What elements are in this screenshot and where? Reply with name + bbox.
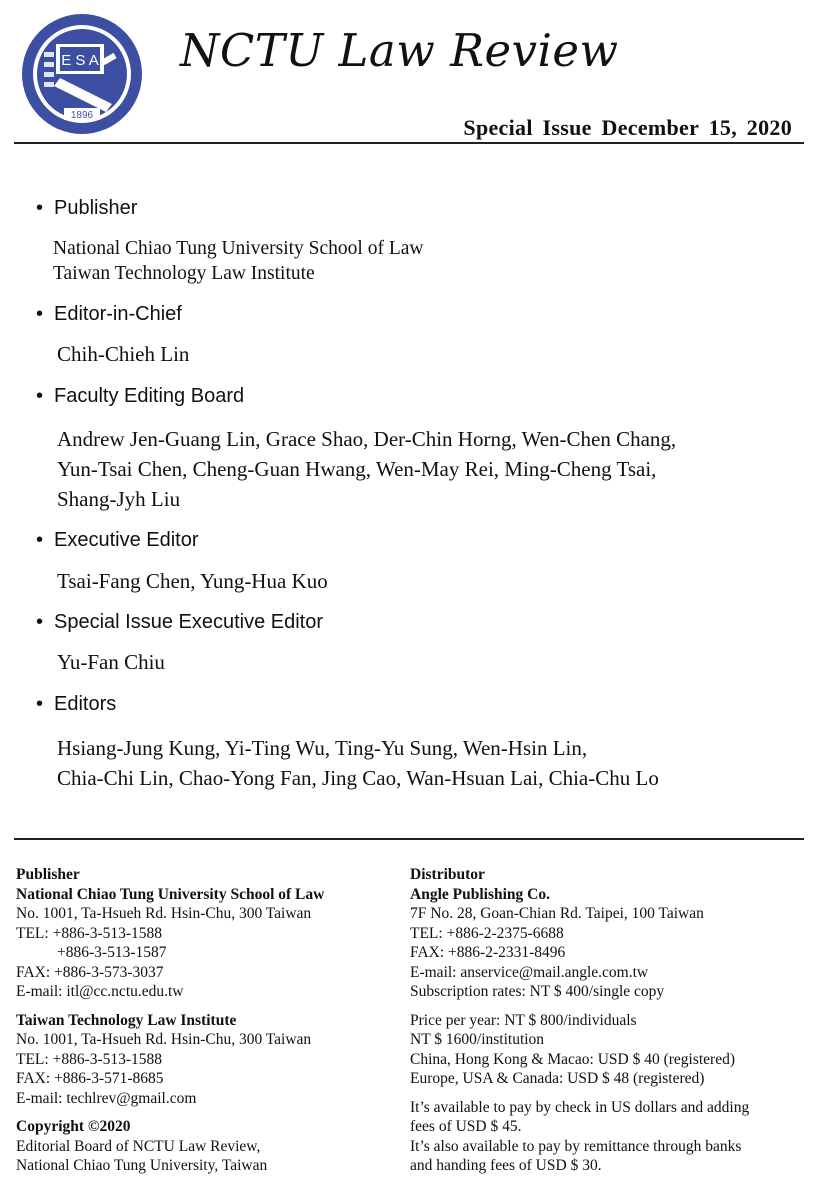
issue-date: Special Issue December 15, 2020: [463, 115, 792, 140]
footer-distributor-email: E-mail: anservice@mail.angle.com.tw: [410, 963, 649, 981]
section-heading-editors: • Editors: [36, 693, 117, 715]
footer-price-west: Europe, USA & Canada: USD $ 48 (registered): [410, 1070, 705, 1087]
university-seal-icon: [20, 12, 144, 136]
editor-in-chief-name: Chih-Chieh Lin: [57, 342, 190, 366]
footer-copyright-heading: Copyright ©2020: [16, 1118, 131, 1135]
footer-copyright-line: National Chiao Tung University, Taiwan: [16, 1157, 268, 1174]
footer-payment-note: It’s available to pay by check in US dollars and adding: [410, 1098, 750, 1116]
footer-publisher-column: [16, 865, 324, 1176]
executive-editor-names: Tsai-Fang Chen, Yung-Hua Kuo: [57, 569, 328, 593]
section-heading-editor-in-chief: • Editor-in-Chief: [36, 303, 182, 325]
footer-price-individual: Price per year: NT $ 800/individuals: [410, 1011, 637, 1029]
footer-distributor-heading: Distributor: [410, 866, 485, 883]
section-heading-special-issue-executive-editor: • Special Issue Executive Editor: [36, 611, 324, 633]
footer-distributor-column: [410, 865, 749, 1176]
footer-publisher-address: No. 1001, Ta-Hsueh Rd. Hsin-Chu, 300 Taiwan: [16, 905, 312, 922]
footer-institute-address: No. 1001, Ta-Hsueh Rd. Hsin-Chu, 300 Taiwan: [16, 1031, 312, 1048]
publisher-names: National Chiao Tung University School of Law Taiwan Technology Law Institute: [53, 238, 424, 284]
footer-publisher-heading: Publisher: [16, 866, 80, 883]
section-heading-executive-editor: • Executive Editor: [36, 529, 199, 551]
faculty-board-names: Andrew Jen-Guang Lin, Grace Shao, Der-Chin Horng, Wen-Chen Chang, Yun-Tsai Chen, Cheng-Guan Hwang, Wen-May Rei, Ming-Cheng Tsai, Shang-Jyh Liu: [57, 427, 677, 511]
footer-institute-email: E-mail: techlrev@gmail.com: [16, 1089, 197, 1107]
footer-distributor-fax: FAX: +886-2-2331-8496: [410, 944, 566, 961]
footer-institute-fax: FAX: +886-3-571-8685: [16, 1070, 164, 1087]
footer-copyright-line: Editorial Board of NCTU Law Review,: [16, 1137, 261, 1155]
footer-publisher-fax: FAX: +886-3-573-3037: [16, 963, 164, 981]
footer-institute-tel: TEL: +886-3-513-1588: [16, 1050, 163, 1068]
footer-institute-name: Taiwan Technology Law Institute: [16, 1011, 237, 1029]
footer-divider: [14, 838, 804, 840]
logo-year: 1896: [70, 110, 94, 121]
footer-distributor-name: Angle Publishing Co.: [410, 885, 550, 903]
footer-publisher-tel-2: +886-3-513-1587: [57, 944, 167, 961]
footer-distributor-tel: TEL: +886-2-2375-6688: [410, 924, 564, 942]
footer-payment-note: It’s also available to pay by remittance through banks: [410, 1137, 742, 1155]
logo-letters: E S A: [61, 52, 99, 69]
footer-publisher-name: National Chiao Tung University School of Law: [16, 885, 325, 903]
editors-names: Hsiang-Jung Kung, Yi-Ting Wu, Ting-Yu Sung, Wen-Hsin Lin, Chia-Chi Lin, Chao-Yong Fan, Jing Cao, Wan-Hsuan Lai, Chia-Chu Lo: [57, 736, 659, 790]
footer-price-asia: China, Hong Kong & Macao: USD $ 40 (registered): [410, 1050, 736, 1068]
section-heading-publisher: • Publisher: [36, 197, 138, 219]
footer-payment-note: fees of USD $ 45.: [410, 1118, 522, 1135]
footer-publisher-tel: TEL: +886-3-513-1588: [16, 924, 163, 942]
footer-distributor-address: 7F No. 28, Goan-Chian Rd. Taipei, 100 Taiwan: [410, 905, 704, 922]
journal-title: NCTU Law Review: [180, 24, 619, 77]
footer-price-institution: NT $ 1600/institution: [410, 1031, 545, 1048]
footer-subscription-rate: Subscription rates: NT $ 400/single copy: [410, 983, 665, 1000]
section-heading-faculty-editing-board: • Faculty Editing Board: [36, 385, 245, 407]
footer-payment-note: and handing fees of USD $ 30.: [410, 1157, 602, 1174]
special-issue-editor-name: Yu-Fan Chiu: [57, 650, 165, 674]
header-divider: [14, 142, 804, 144]
footer-publisher-email: E-mail: itl@cc.nctu.edu.tw: [16, 983, 184, 1000]
